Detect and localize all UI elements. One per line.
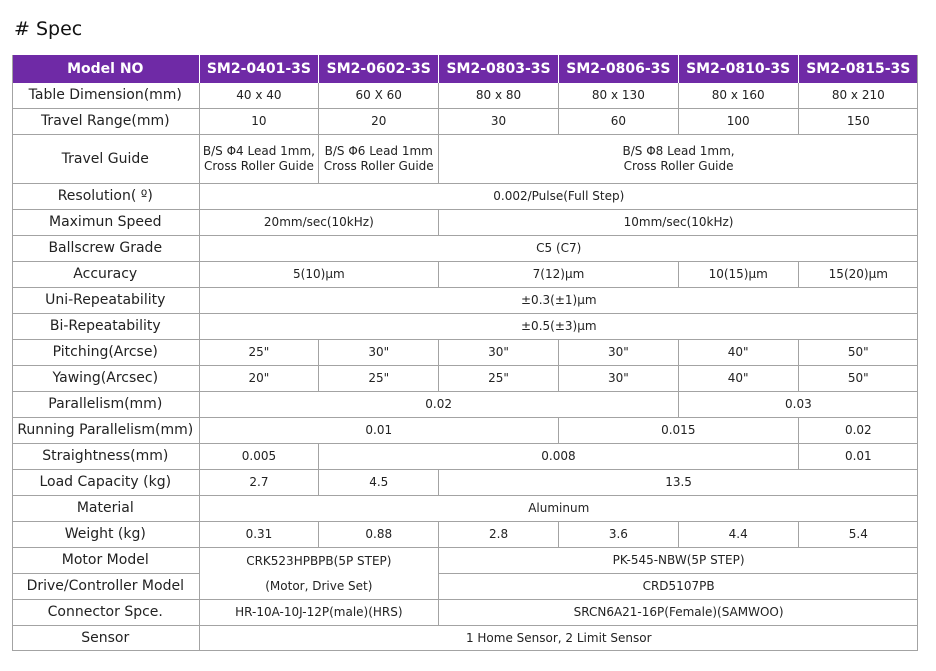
cell: 30": [558, 340, 678, 366]
row-label: Parallelism(mm): [12, 392, 199, 418]
cell-line: CRK523HPBPB(5P STEP): [246, 553, 392, 568]
cell: 10(15)μm: [678, 262, 798, 288]
header-model: SM2-0401-3S: [199, 55, 319, 83]
cell: 0.31: [199, 522, 319, 548]
cell: C5 (C7): [199, 236, 918, 262]
cell: 30": [558, 366, 678, 392]
row-label: Running Parallelism(mm): [12, 418, 199, 444]
cell: [199, 548, 439, 600]
row-connector: [12, 600, 918, 626]
cell-line: B/S Φ4 Lead 1mm,: [202, 144, 315, 158]
cell: 100: [678, 109, 798, 135]
cell: 10mm/sec(10kHz): [439, 210, 918, 236]
row-accuracy: [12, 262, 918, 288]
cell: 10: [199, 109, 319, 135]
cell: 0.02: [199, 392, 678, 418]
cell-line: (Motor, Drive Set): [265, 578, 373, 593]
row-label: Sensor: [81, 630, 130, 646]
cell: 0.01: [798, 444, 918, 470]
row-bi-repeatability: [12, 314, 918, 340]
row-label: Resolution( º): [12, 184, 199, 210]
row-pitching: [12, 340, 918, 366]
row-label: Uni-Repeatability: [12, 288, 199, 314]
cell-line: Cross Roller Guide: [323, 159, 434, 173]
row-table-dimension: [12, 83, 918, 109]
row-label: Maximun Speed: [12, 210, 199, 236]
cell: 7(12)μm: [439, 262, 679, 288]
cell: 15(20)μm: [798, 262, 918, 288]
header-model: SM2-0810-3S: [678, 55, 798, 83]
header-model: SM2-0602-3S: [319, 55, 439, 83]
row-label: Table Dimension(mm): [12, 83, 199, 109]
cell: 25": [319, 366, 439, 392]
row-running-parallelism: [12, 418, 918, 444]
header-model: SM2-0803-3S: [439, 55, 559, 83]
spec-table: [12, 55, 918, 651]
cell: CRD5107PB: [439, 574, 918, 600]
header-model: SM2-0815-3S: [798, 55, 918, 83]
cell: 80 x 160: [678, 83, 798, 109]
header-model: SM2-0806-3S: [558, 55, 678, 83]
row-max-speed: [12, 210, 918, 236]
cell: 0.03: [678, 392, 918, 418]
header-model-no: Model NO: [12, 55, 199, 83]
cell: 80 x 130: [558, 83, 678, 109]
cell: 30": [319, 340, 439, 366]
row-ballscrew: [12, 236, 918, 262]
row-driver-model: [12, 574, 918, 600]
cell: 3.6: [558, 522, 678, 548]
cell: [439, 135, 918, 184]
cell: 1 Home Sensor, 2 Limit Sensor: [199, 626, 918, 652]
cell: 60: [558, 109, 678, 135]
cell: 20: [319, 109, 439, 135]
cell: 0.88: [319, 522, 439, 548]
cell: 0.02: [798, 418, 918, 444]
row-label: Straightness(mm): [12, 444, 199, 470]
row-label: Yawing(Arcsec): [12, 366, 199, 392]
cell-line: Cross Roller Guide: [623, 159, 734, 173]
cell: 2.8: [439, 522, 559, 548]
cell: [199, 135, 319, 184]
cell: 30": [439, 340, 559, 366]
row-label: Connector Spce.: [12, 600, 199, 626]
cell: 40 x 40: [199, 83, 319, 109]
row-yawing: [12, 366, 918, 392]
cell: 50": [798, 340, 918, 366]
cell: 30: [439, 109, 559, 135]
row-sensor: [12, 626, 918, 652]
cell: 50": [798, 366, 918, 392]
row-label: Motor Model: [12, 548, 199, 574]
cell: 5.4: [798, 522, 918, 548]
cell: 20": [199, 366, 319, 392]
cell: 13.5: [439, 470, 918, 496]
cell-line: Cross Roller Guide: [203, 159, 314, 173]
cell: PK-545-NBW(5P STEP): [439, 548, 918, 574]
cell: SRCN6A21-16P(Female)(SAMWOO): [439, 600, 918, 626]
cell: 0.002/Pulse(Full Step): [199, 184, 918, 210]
cell: 0.01: [199, 418, 558, 444]
row-label: Load Capacity (kg): [12, 470, 199, 496]
row-travel-guide: [12, 135, 918, 184]
row-label: Travel Range(mm): [12, 109, 199, 135]
row-uni-repeatability: [12, 288, 918, 314]
cell: 4.4: [678, 522, 798, 548]
cell: 25": [199, 340, 319, 366]
cell: 4.5: [319, 470, 439, 496]
cell: 20mm/sec(10kHz): [199, 210, 439, 236]
cell: 40": [678, 366, 798, 392]
cell-line: B/S Φ6 Lead 1mm: [324, 144, 433, 158]
row-label: Weight (kg): [12, 522, 199, 548]
cell: 0.008: [319, 444, 798, 470]
cell: 80 x 210: [798, 83, 918, 109]
cell: Aluminum: [199, 496, 918, 522]
row-label: Bi-Repeatability: [12, 314, 199, 340]
row-label: Drive/Controller Model: [12, 574, 199, 600]
cell: 40": [678, 340, 798, 366]
row-material: [12, 496, 918, 522]
row-label: Accuracy: [12, 262, 199, 288]
cell: HR-10A-10J-12P(male)(HRS): [199, 600, 439, 626]
cell: 25": [439, 366, 559, 392]
row-label: Pitching(Arcse): [12, 340, 199, 366]
cell: [319, 135, 439, 184]
row-weight: [12, 522, 918, 548]
cell: 2.7: [199, 470, 319, 496]
row-resolution: [12, 184, 918, 210]
header-row: [12, 55, 918, 83]
cell: 0.005: [199, 444, 319, 470]
cell: 60 X 60: [319, 83, 439, 109]
cell: 80 x 80: [439, 83, 559, 109]
row-travel-range: [12, 109, 918, 135]
row-parallelism: [12, 392, 918, 418]
cell: ±0.5(±3)μm: [199, 314, 918, 340]
cell: ±0.3(±1)μm: [199, 288, 918, 314]
cell: 5(10)μm: [199, 262, 439, 288]
row-label: Travel Guide: [12, 135, 199, 184]
row-motor-model: [12, 548, 918, 574]
page-title: # Spec: [14, 18, 83, 40]
cell-line: B/S Φ8 Lead 1mm,: [622, 144, 735, 158]
cell: 150: [798, 109, 918, 135]
row-label: Material: [12, 496, 199, 522]
row-load-capacity: [12, 470, 918, 496]
row-label: Ballscrew Grade: [12, 236, 199, 262]
row-straightness: [12, 444, 918, 470]
cell: 0.015: [558, 418, 798, 444]
